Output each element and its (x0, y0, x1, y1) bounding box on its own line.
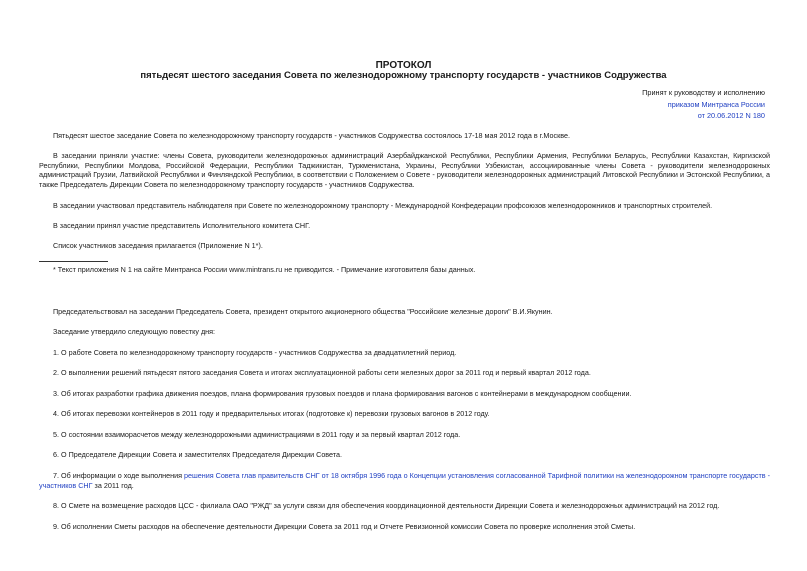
approval-note: Принят к руководству и исполнению (642, 88, 765, 97)
paragraph-participants: В заседании приняли участие: члены Совета, руководители железнодорожных администраций Азербайджанской Республики, Республики Армения, Республики Беларусь, Республики Казахстан, Киргизской Республики, Республики Молдова, Российской Федерации, Республики Таджикистан, Туркменистана, Украины, Республики Узбекистан, ассоциированные члены Совета - руководители железнодорожных администраций Грузии, Латвийской Республики и Финляндской Республики, в соответствии с Положением о Совете - руководители железнодорожных администраций Литовской Республики и Эстонской Республики, а также Председатель Дирекции Совета по железнодорожному транспорту государств - участников Содружества. (39, 151, 770, 189)
agenda-item-8: 8. О Смете на возмещение расходов ЦСС - филиала ОАО "РЖД" за услуги связи для обеспечения координационной деятельности Дирекции Совета и железнодорожных администраций на 2012 год. (53, 501, 720, 510)
agenda-item-6: 6. О Председателе Дирекции Совета и заместителях Председателя Дирекции Совета. (53, 450, 343, 459)
agenda-item-9: 9. Об исполнении Сметы расходов на обеспечение деятельности Дирекции Совета за 2011 год и Отчете Ревизионной комиссии Совета по проверке исполнения этой Сметы. (53, 522, 636, 531)
paragraph-agenda-intro: Заседание утвердило следующую повестку дня: (53, 327, 216, 336)
agenda-item-7-tail: за 2011 год. (92, 480, 134, 490)
agenda-item-7 (39, 471, 770, 490)
agenda-item-4: 4. Об итогах перевозки контейнеров в 2011 году и предварительных итогах (подготовке к) перевозки грузовых вагонов в 2012 году. (53, 409, 490, 418)
footnote: * Текст приложения N 1 на сайте Минтранса России www.mintrans.ru не приводится. - Примечание изготовителя базы данных. (53, 265, 476, 274)
agenda-item-1: 1. О работе Совета по железнодорожному транспорту государств - участников Содружества за двадцатилетний период. (53, 348, 457, 357)
cis-tariff-decision-link[interactable]: решения Совета глав правительств СНГ от 18 октября 1996 года о Концепции установления согласованной Тарифной политики на железнодорожном транспорте государств - участников СНГ (39, 471, 770, 490)
document-title: ПРОТОКОЛ (375, 60, 432, 71)
paragraph-observer: В заседании участвовал представитель наблюдателя при Совете по железнодорожному транспорту - Международной Конфедерации профсоюзов железнодорожников и транспортных строителей. (53, 201, 713, 210)
agenda-item-5: 5. О состоянии взаиморасчетов между железнодорожными администрациями в 2011 году и за первый квартал 2012 года. (53, 430, 461, 439)
agenda-item-3: 3. Об итогах разработки графика движения поездов, плана формирования грузовых поездов и плана формирования вагонов с контейнерами в международном сообщении. (53, 389, 632, 398)
document-subtitle: пятьдесят шестого заседания Совета по железнодорожному транспорту государств - участников Содружества (140, 70, 667, 81)
paragraph-participants-list: Список участников заседания прилагается (Приложение N 1*). (53, 241, 263, 250)
approval-date-link[interactable]: от 20.06.2012 N 180 (697, 111, 765, 120)
agenda-item-7-text: 7. Об информации о ходе выполнения (53, 471, 185, 480)
agenda-item-2: 2. О выполнении решений пятьдесят пятого заседания Совета и итогах эксплуатационной работы сети железных дорог за 2011 год и первый квартал 2012 года. (53, 368, 591, 377)
footnote-separator (39, 261, 108, 262)
paragraph-chairman: Председательствовал на заседании Председатель Совета, президент открытого акционерного общества "Российские железные дороги" В.И.Якунин. (53, 307, 553, 316)
approval-order-link[interactable]: приказом Минтранса России (667, 100, 765, 109)
paragraph-cis-committee: В заседании принял участие представитель Исполнительного комитета СНГ. (53, 221, 311, 230)
paragraph-session: Пятьдесят шестое заседание Совета по железнодорожному транспорту государств - участников Содружества состоялось 17-18 мая 2012 года в г.Москве. (53, 131, 570, 140)
